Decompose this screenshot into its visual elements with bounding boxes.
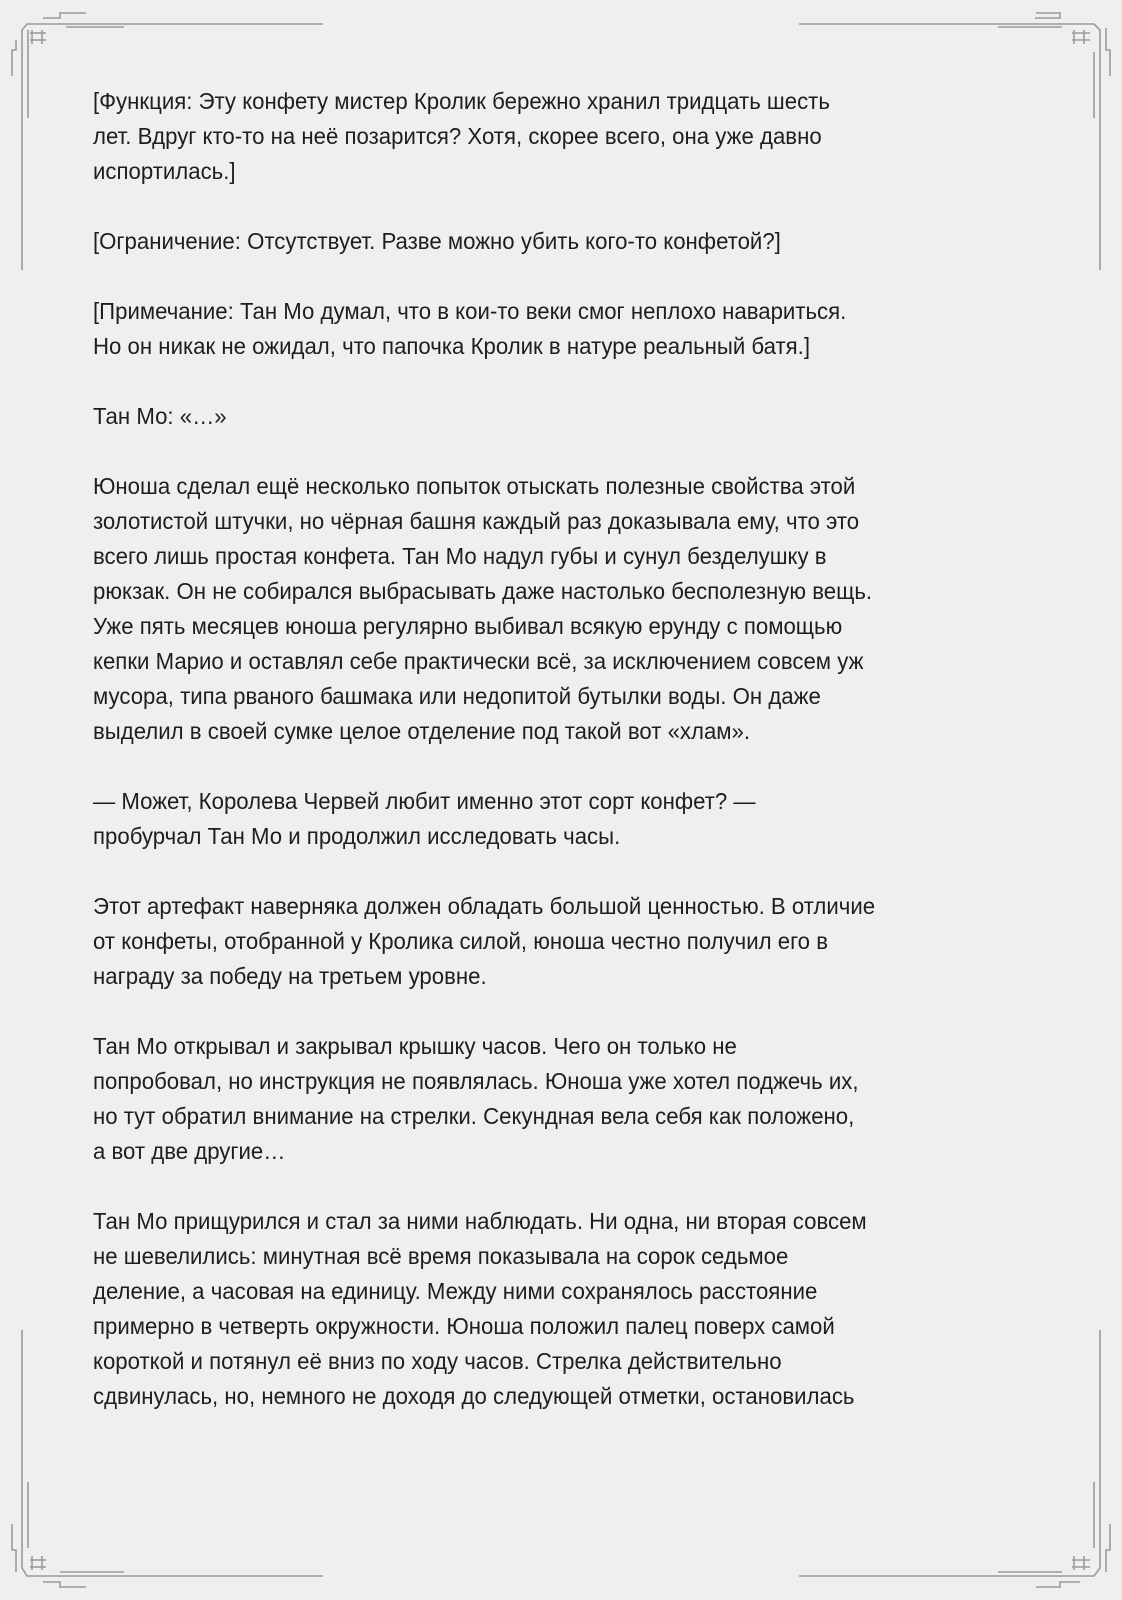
paragraph-narrative — [93, 889, 1068, 994]
text-line: не шевелились: минутная всё время показывала на сорок седьмое — [93, 1243, 789, 1269]
text-line: сдвинулась, но, немного не доходя до следующей отметки, остановилась — [93, 1383, 855, 1409]
text-line: [Примечание: Тан Мо думал, что в кои-то веки смог неплохо навариться. — [93, 298, 847, 324]
paragraph-remark-note — [93, 294, 1068, 364]
text-line: мусора, типа рваного башмака или недопитой бутылки воды. Он даже — [93, 683, 821, 709]
text-line: но тут обратил внимание на стрелки. Секундная вела себя как положено, — [93, 1103, 855, 1129]
paragraph-dialogue — [93, 784, 1068, 854]
text-line: кепки Марио и оставлял себе практически всё, за исключением совсем уж — [93, 648, 864, 674]
text-line: деление, а часовая на единицу. Между ними сохранялось расстояние — [93, 1278, 818, 1304]
text-line: [Функция: Эту конфету мистер Кролик бережно хранил тридцать шесть — [93, 88, 830, 114]
text-line: [Ограничение: Отсутствует. Разве можно убить кого-то конфетой?] — [93, 228, 781, 254]
text-line: выделил в своей сумке целое отделение под такой вот «хлам». — [93, 718, 751, 744]
text-line: Юноша сделал ещё несколько попыток отыскать полезные свойства этой — [93, 473, 856, 499]
text-line: — Может, Королева Червей любит именно этот сорт конфет? — — [93, 788, 756, 814]
text-line: награду за победу на третьем уровне. — [93, 963, 487, 989]
text-line: от конфеты, отобранной у Кролика силой, юноша честно получил его в — [93, 928, 828, 954]
text-line: лет. Вдруг кто-то на неё позарится? Хотя, скорее всего, она уже давно — [93, 123, 822, 149]
text-line: пробурчал Тан Мо и продолжил исследовать часы. — [93, 823, 621, 849]
paragraph-narrative — [93, 469, 1068, 749]
paragraph-narrative — [93, 1204, 1068, 1414]
paragraph-restriction-note — [93, 224, 1068, 259]
text-line: рюкзак. Он не собирался выбрасывать даже настолько бесполезную вещь. — [93, 578, 873, 604]
text-line: всего лишь простая конфета. Тан Мо надул губы и сунул безделушку в — [93, 543, 827, 569]
text-line: Уже пять месяцев юноша регулярно выбивал всякую ерунду с помощью — [93, 613, 843, 639]
text-line: короткой и потянул её вниз по ходу часов. Стрелка действительно — [93, 1348, 782, 1374]
text-line: а вот две другие… — [93, 1138, 286, 1164]
text-line: попробовал, но инструкция не появлялась. Юноша уже хотел поджечь их, — [93, 1068, 859, 1094]
paragraph-narrative — [93, 1029, 1068, 1169]
text-line: Тан Мо прищурился и стал за ними наблюдать. Ни одна, ни вторая совсем — [93, 1208, 867, 1234]
text-line: Тан Мо: «…» — [93, 403, 227, 429]
text-line: Но он никак не ожидал, что папочка Кролик в натуре реальный батя.] — [93, 333, 811, 359]
document-body — [93, 84, 1068, 1449]
paragraph-function-note — [93, 84, 1068, 189]
text-line: золотистой штучки, но чёрная башня каждый раз доказывала ему, что это — [93, 508, 860, 534]
text-line: Этот артефакт наверняка должен обладать большой ценностью. В отличие — [93, 893, 876, 919]
paragraph-dialogue — [93, 399, 1068, 434]
text-line: Тан Мо открывал и закрывал крышку часов. Чего он только не — [93, 1033, 737, 1059]
text-line: испортилась.] — [93, 158, 236, 184]
text-line: примерно в четверть окружности. Юноша положил палец поверх самой — [93, 1313, 835, 1339]
